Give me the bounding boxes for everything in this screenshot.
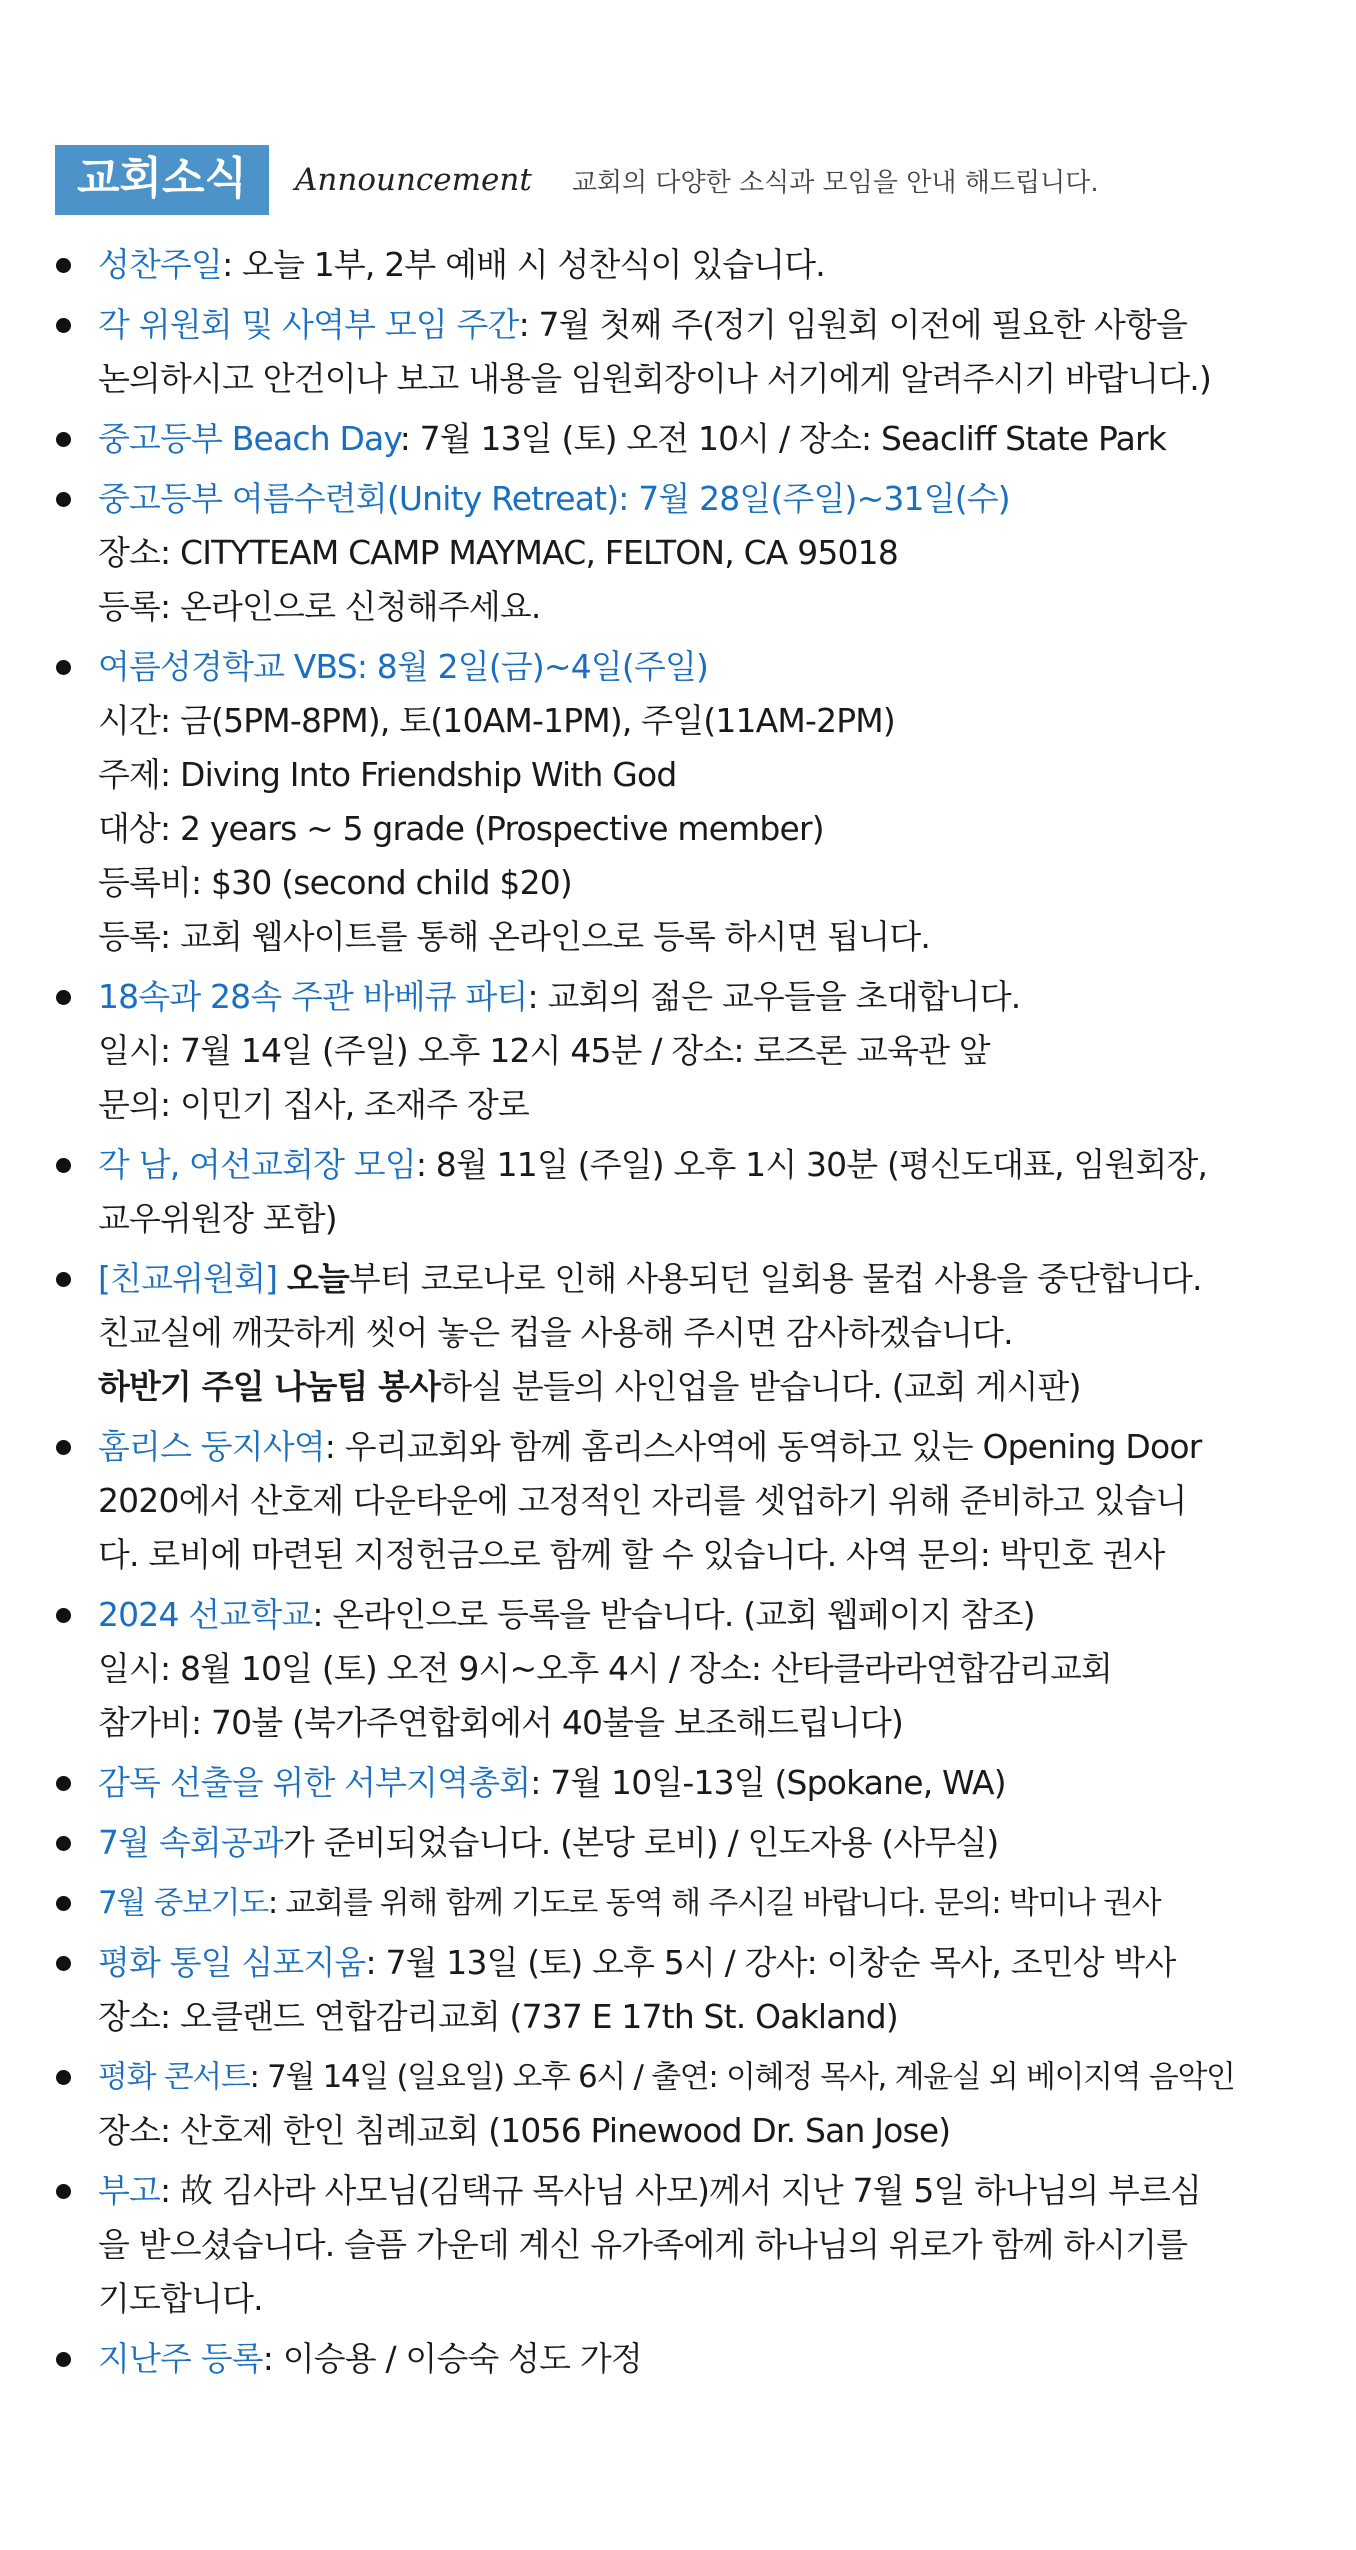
announcement-mission-school [50,1588,1320,1750]
announcement-label: 감독 선출을 위한 서부지역총회 [98,1763,531,1802]
announcement-line: 장소: CITYTEAM CAMP MAYMAC, FELTON, CA 95018 [98,533,898,572]
announcement-line: 논의하시고 안건이나 보고 내용을 임원회장이나 서기에게 알려주시기 바랍니다.) [98,359,1211,398]
announcement-text: : 교회의 젊은 교우들을 초대합니다. [527,977,1021,1016]
announcement-summer-retreat [50,472,1320,634]
announcement-label: 지난주 등록 [98,2339,263,2378]
announcement-label: 평화 콘서트 [98,2059,250,2095]
announcement-label: 홈리스 둥지사역 [98,1427,325,1466]
announcement-label: 중고등부 Beach Day [98,419,400,458]
announcement-homeless-ministry [50,1420,1320,1582]
announcement-label: 중고등부 여름수련회(Unity Retreat): 7월 28일(주일)~31일(수) [98,479,1010,518]
announcement-text: : 우리교회와 함께 홈리스사역에 동역하고 있는 Opening Door [324,1427,1202,1466]
announcement-committee-week [50,298,1320,406]
announcement-label: 부고 [98,2171,161,2210]
announcement-text: 하실 분들의 사인업을 받습니다. (교회 게시판) [440,1367,1081,1406]
announcement-text: : 교회를 위해 함께 기도로 동역 해 주시길 바랍니다. 문의: 박미나 권사 [267,1885,1161,1921]
announcement-text: : 8월 11일 (주일) 오후 1시 30분 (평신도대표, 임원회장, [415,1145,1208,1184]
announcement-registration [50,2332,1320,2386]
announcement-line: 장소: 오클랜드 연합감리교회 (737 E 17th St. Oakland) [98,1997,898,2036]
announcement-beach-day [50,412,1320,466]
announcement-intercessory-prayer [50,1876,1320,1930]
announcement-line: 친교실에 깨끗하게 씻어 놓은 컵을 사용해 주시면 감사하겠습니다. [98,1313,1013,1352]
section-tagline: 교회의 다양한 소식과 모임을 안내 해드립니다. [571,167,1099,198]
announcement-class-lesson [50,1816,1320,1870]
announcement-bold: 하반기 주일 나눔팀 봉사 [98,1367,441,1406]
announcement-line: 기도합니다. [98,2279,263,2318]
announcement-line: 등록비: $30 (second child $20) [98,863,572,902]
announcement-label: 평화 통일 심포지움 [98,1943,366,1982]
announcement-text: : 이승용 / 이승숙 성도 가정 [262,2339,642,2378]
announcement-text: : 7월 13일 (토) 오후 5시 / 강사: 이창순 목사, 조민상 박사 [365,1943,1176,1982]
announcement-text: 부터 코로나로 인해 사용되던 일회용 물컵 사용을 중단합니다. [348,1259,1202,1298]
announcement-symposium [50,1936,1320,2044]
announcement-obituary [50,2164,1320,2326]
announcement-label: 2024 선교학교 [98,1595,313,1634]
announcement-label: 18속과 28속 주관 바베큐 파티 [98,977,528,1016]
announcement-text: : 7월 14일 (일요일) 오후 6시 / 출연: 이혜정 목사, 계윤실 외 베이지역 음악인 [249,2059,1235,2095]
announcement-bold: 오늘 [286,1259,349,1298]
announcement-text: 가 준비되었습니다. (본당 로비) / 인도자용 (사무실) [282,1823,999,1862]
section-header [55,145,1099,215]
announcement-line: 시간: 금(5PM-8PM), 토(10AM-1PM), 주일(11AM-2PM) [98,701,895,740]
announcement-line: 등록: 온라인으로 신청해주세요. [98,587,541,626]
announcement-line: 일시: 8월 10일 (토) 오전 9시~오후 4시 / 장소: 산타클라라연합감리교회 [98,1649,1113,1688]
announcement-line: 문의: 이민기 집사, 조재주 장로 [98,1085,529,1124]
announcement-line: 을 받으셨습니다. 슬픔 가운데 계신 유가족에게 하나님의 위로가 함께 하시기를 [98,2225,1188,2264]
announcement-fellowship [50,1252,1320,1414]
section-badge: 교회소식 [55,145,269,215]
announcement-label: 각 남, 여선교회장 모임 [98,1145,416,1184]
announcement-western-conference [50,1756,1320,1810]
announcement-text: : 7월 10일-13일 (Spokane, WA) [530,1763,1006,1802]
announcement-line: 참가비: 70불 (북가주연합회에서 40불을 보조해드립니다) [98,1703,904,1742]
announcement-text: : 故 김사라 사모님(김택규 목사님 사모)께서 지난 7월 5일 하나님의 부르심 [160,2171,1202,2210]
announcement-line: 교우위원장 포함) [98,1199,337,1238]
announcement-text: : 오늘 1부, 2부 예배 시 성찬식이 있습니다. [222,245,825,284]
announcement-list [50,238,1320,2392]
announcement-label: 여름성경학교 VBS: 8월 2일(금)~4일(주일) [98,647,709,686]
announcement-label: 7월 중보기도 [98,1885,268,1921]
announcement-line: 2020에서 산호제 다운타운에 고정적인 자리를 셋업하기 위해 준비하고 있습니 [98,1481,1187,1520]
announcement-bbq-party [50,970,1320,1132]
announcement-label: 7월 속회공과 [98,1823,283,1862]
announcement-mission-leaders [50,1138,1320,1246]
announcement-text: : 7월 첫째 주(정기 임원회 이전에 필요한 사항을 [518,305,1188,344]
announcement-text: : 7월 13일 (토) 오전 10시 / 장소: Seacliff State Park [399,419,1167,458]
announcement-line: 등록: 교회 웹사이트를 통해 온라인으로 등록 하시면 됩니다. [98,917,931,956]
announcement-label: [친교위원회] [98,1259,278,1298]
announcement-line: 장소: 산호제 한인 침례교회 (1056 Pinewood Dr. San Jose) [98,2111,951,2150]
announcement-text: : 온라인으로 등록을 받습니다. (교회 웹페이지 참조) [312,1595,1035,1634]
announcement-line: 일시: 7월 14일 (주일) 오후 12시 45분 / 장소: 로즈론 교육관 앞 [98,1031,990,1070]
section-english-title: Announcement [295,162,532,198]
announcement-line: 다. 로비에 마련된 지정헌금으로 함께 할 수 있습니다. 사역 문의: 박민호 권사 [98,1535,1165,1574]
announcement-communion [50,238,1320,292]
announcement-line: 대상: 2 years ~ 5 grade (Prospective member) [98,809,824,848]
announcement-peace-concert [50,2050,1320,2158]
announcement-vbs [50,640,1320,964]
announcement-label: 각 위원회 및 사역부 모임 주간 [98,305,519,344]
announcement-label: 성찬주일 [98,245,223,284]
announcement-line: 주제: Diving Into Friendship With God [98,755,677,794]
